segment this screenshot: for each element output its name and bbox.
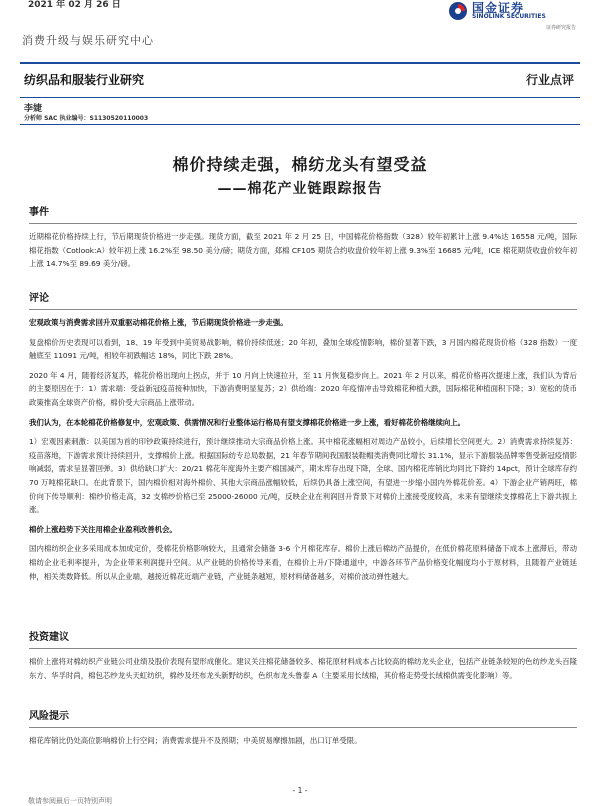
section-heading: 评论: [29, 289, 577, 310]
upstream-heading: 棉价上涨趋势下关注用棉企业盈利改善机会。: [29, 524, 177, 534]
comment-view: 我们认为，在本轮棉花价格修复中，宏观政策、供需情况和行业整体运行格局有望支撑棉花价格进一步上涨，看好棉花价格继续向上。: [29, 417, 466, 427]
section-heading: 投资建议: [29, 628, 577, 649]
divider: [20, 124, 580, 125]
section-risk: [29, 707, 577, 754]
header-bar: [20, 62, 580, 98]
comment-paragraph: 复盘棉价历史表现可以看到，18、19 年受到中美贸易战影响，棉价持续低迷；20 年初，叠加全球疫情影响，棉价显著下跌，3 月国内棉花现货价格（328 指数）一度触底至 11091 元/吨，相较年初跌幅达 18%，同比下跌 28%。: [29, 337, 577, 361]
upstream-paragraph: 国内棉纺织企业多采用成本加成定价，受棉花价格影响较大，且通常会储备 3-6 个月棉花库存。棉价上涨后棉纺产品提价，在低价棉花原料储备下成本上涨滞后，带动棉纺企业毛利率提升，为企业带来利润提升空间。从产业链的价格传导来看，在棉价上升/下降通道中，中游各环节产品价格变化幅度均小于原材料，且随着产业链延伸，相关类数降低。所以从企业端，越接近棉花近端产业链，产业链条越短，原材料储备越多，对棉价波动弹性越大。: [29, 544, 577, 581]
research-center: 消费升级与娱乐研究中心: [22, 34, 154, 47]
company-logo: [448, 0, 576, 34]
report-subtitle: ——棉花产业链跟踪报告: [217, 181, 383, 197]
report-title: 棉价持续走强，棉纺龙头有望受益: [172, 155, 428, 174]
comment-paragraph: 1）宏观因素刺激：以美国为首的印钞政策持续进行，预计继续推动大宗商品价格上涨。其中棉花涨幅相对周边产品较小，后续增长空间更大。2）消费需求持续复苏：疫苗落地，下游需求预计持续回升，支撑棉价上涨。根据国际纺专总局数据，21 年春节期间我国服装鞋帽类消费同比增长 31.1%，显示下游服装品牌零售受新冠疫情影响减弱，需求呈显著回弹。3）供给缺口扩大：20/21 棉花年度海外主要产棉国减产，期末库存出现下降，全球、国内棉花库销比均同比下降约 14pct，预计全球库存约 70 万吨棉花缺口。在此背景下，国内棉价相对海外棉价、其他大宗商品涨幅较低，后续仍具备上涨空间，有望进一步缩小国内外棉花价差。4）下游企业产销两旺，棉价向下传导顺利：棉纱价格走高，32 支棉纱价格已至 25000-26000 元/吨，反映企业在利润回升背景下对棉价上涨接受度较高，未来有望继续支撑棉花上下游共振上涨。: [29, 437, 577, 515]
section-invest: [29, 628, 577, 688]
risk-paragraph: 棉花库销比仍处高位影响棉价上行空间；消费需求提升不及预期；中美贸易摩擦加剧，出口订单受限。: [29, 736, 362, 745]
industry-title: 纺织品和服装行业研究: [24, 73, 145, 87]
section-heading: 风险提示: [29, 707, 577, 728]
logo-subtitle: 证券研究报告: [545, 25, 576, 31]
footer-disclaimer: 敬请参阅最后一页特别声明: [28, 797, 112, 805]
analyst-license: 分析师 SAC 执业编号：S1130520110003: [24, 115, 149, 122]
report-date: 2021 年 02 月 26 日: [28, 0, 121, 10]
logo-name-en: SINOLINK SECURITIES: [472, 13, 546, 20]
comment-lead: 宏观政策与消费需求回升双重驱动棉花价格上涨，节后期现货价格进一步走强。: [29, 318, 288, 327]
invest-paragraph: 棉价上涨将对棉纺织产业链公司业绩及股价表现有望形成催化。建议关注棉花储备较多、棉花原材料成本占比较高的棉纺龙头企业，包括产业链条较短的色纺纱龙头百隆东方、华孚时尚，棉包芯纱龙头天虹纺织，棉纱及坯布龙头新野纺织，色织布龙头鲁泰 A（主要采用长绒棉，其价格走势受长绒棉供需变化影响）等。: [29, 657, 577, 680]
section-comment: [29, 289, 577, 589]
analyst-name: 李婕: [24, 104, 43, 114]
section-heading: 事件: [29, 203, 577, 224]
page-number: - 1 -: [292, 786, 308, 795]
event-paragraph: 近期棉花价格持续上行，节后期现货价格进一步走强。现货方面，截至 2021 年 2 月 25 日，中国棉花价格指数（328）较年初累计上涨 9.4%达 16558 元/吨，国际棉花指数（Cotlook:A）较年初上涨 16.2%至 98.50 美分/磅；期货方面，郑棉 CF105 期货合约收盘价较年初上涨 9.3%至 16685 元/吨，ICE 棉花期货收盘价较年初上涨 14.7%至 89.69 美分/磅。: [29, 232, 577, 269]
logo-name-cn: 国金证券: [472, 1, 525, 15]
sinolink-logo-icon: [448, 1, 468, 21]
report-type: 行业点评: [525, 73, 574, 87]
comment-paragraph: 2020 年 4 月，随着经济复苏，棉花价格出现向上拐点，并于 10 月向上快速拉升，至 11 月恢复稳步向上。2021 年 2 月以来，棉花价格再次提速上涨，我们认为背后的主要原因在于：1）需求端：受益新冠疫苗接种加快，下游消费明显复苏；2）供给端：2020 年疫情冲击导致棉花种植大跌，国际棉花种植面积下降；3）宽松的货币政策推高全球资产价格，棉价受大宗商品上涨带动。: [29, 370, 577, 407]
section-event: [29, 203, 577, 277]
